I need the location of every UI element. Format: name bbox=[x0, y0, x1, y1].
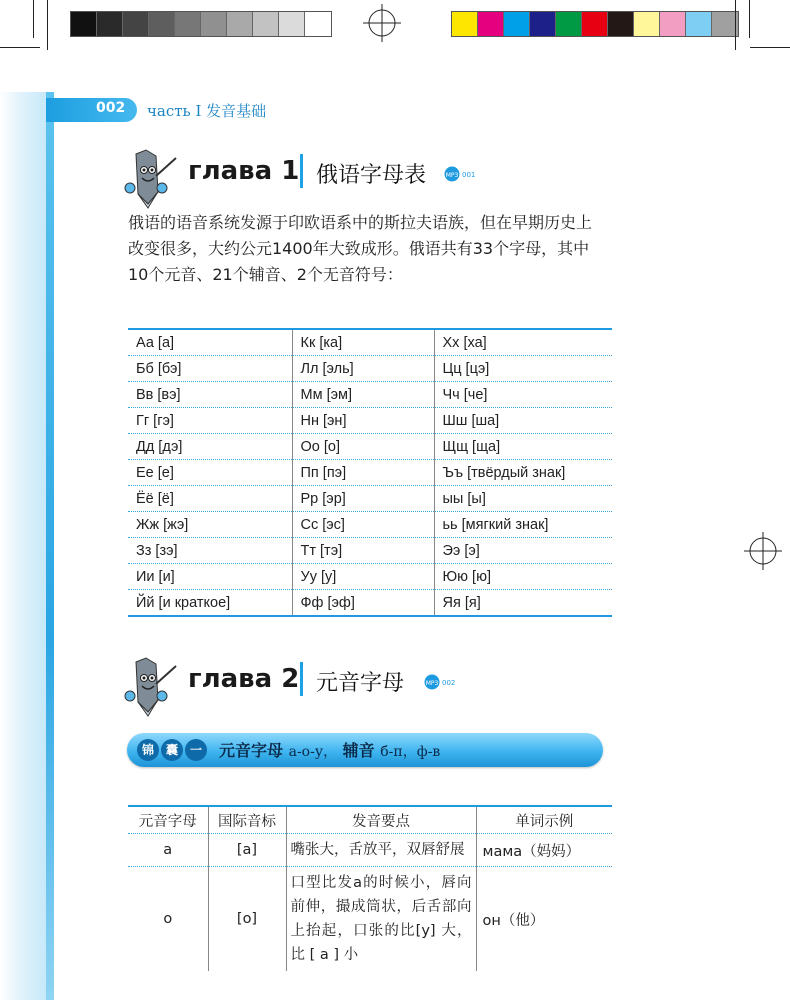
color-swatch bbox=[582, 12, 608, 36]
table-row bbox=[128, 434, 612, 460]
color-swatch bbox=[504, 12, 530, 36]
pencil-mascot-icon bbox=[118, 656, 180, 718]
chapter-2-heading bbox=[118, 656, 498, 716]
color-swatch bbox=[253, 12, 279, 36]
table-row bbox=[128, 356, 612, 382]
chapter-divider bbox=[300, 662, 303, 696]
pronunciation-tip: 口型比发а的时候小，唇向前伸，撮成筒状，后舌部向上抬起，口张的比[у] 大，比 [ а ] 小 bbox=[286, 867, 476, 972]
crop-mark bbox=[750, 47, 790, 48]
alphabet-cell: Кк [ка] bbox=[292, 329, 434, 356]
alphabet-cell: Оо [о] bbox=[292, 434, 434, 460]
alphabet-cell: Уу [у] bbox=[292, 564, 434, 590]
vowel-table bbox=[128, 805, 612, 971]
color-swatch bbox=[530, 12, 556, 36]
running-title: часть I 发音基础 bbox=[147, 102, 267, 120]
color-swatch bbox=[97, 12, 123, 36]
color-swatch bbox=[149, 12, 175, 36]
color-swatch bbox=[227, 12, 253, 36]
audio-cd-icon[interactable] bbox=[424, 674, 464, 694]
crop-mark bbox=[33, 0, 34, 38]
table-row bbox=[128, 590, 612, 617]
table-row bbox=[128, 834, 612, 867]
alphabet-cell: Дд [дэ] bbox=[128, 434, 292, 460]
tip-badge: 锦 bbox=[137, 739, 159, 761]
alphabet-cell: Мм [эм] bbox=[292, 382, 434, 408]
vowel-letter: о bbox=[128, 867, 208, 972]
table-row bbox=[128, 329, 612, 356]
alphabet-cell: Гг [гэ] bbox=[128, 408, 292, 434]
tip-text: б-п，ф-в bbox=[380, 744, 441, 760]
word-example: мама（妈妈） bbox=[476, 834, 612, 867]
alphabet-cell: Юю [ю] bbox=[434, 564, 612, 590]
tip-text: 辅音 bbox=[342, 741, 375, 760]
tip-banner bbox=[127, 733, 603, 767]
chapter-title: 俄语字母表 bbox=[316, 163, 427, 188]
ipa-symbol: [o] bbox=[208, 867, 286, 972]
alphabet-cell: Ии [и] bbox=[128, 564, 292, 590]
alphabet-cell: Нн [эн] bbox=[292, 408, 434, 434]
chapter-1-heading bbox=[118, 148, 498, 208]
color-swatch bbox=[71, 12, 97, 36]
tip-banner-text bbox=[219, 738, 440, 761]
color-swatch bbox=[305, 12, 331, 36]
crop-mark bbox=[0, 47, 40, 48]
alphabet-cell: Ээ [э] bbox=[434, 538, 612, 564]
tip-text: 元音字母 bbox=[219, 741, 284, 760]
alphabet-cell: Чч [че] bbox=[434, 382, 612, 408]
alphabet-cell: Хх [ха] bbox=[434, 329, 612, 356]
table-row bbox=[128, 564, 612, 590]
intro-paragraph bbox=[128, 210, 616, 288]
table-row bbox=[128, 382, 612, 408]
pencil-mascot-icon bbox=[118, 148, 180, 210]
intro-line: 10个元音、21个辅音、2个无音符号： bbox=[128, 265, 403, 284]
color-swatch bbox=[452, 12, 478, 36]
color-swatch bbox=[660, 12, 686, 36]
chapter-label: глава 1 bbox=[188, 156, 300, 186]
alphabet-cell: Тт [тэ] bbox=[292, 538, 434, 564]
table-row bbox=[128, 538, 612, 564]
intro-line: 俄语的语音系统发源于印欧语系中的斯拉夫语族，但在早期历史上 bbox=[128, 213, 593, 232]
alphabet-cell: Шш [ша] bbox=[434, 408, 612, 434]
registration-mark bbox=[744, 532, 782, 570]
alphabet-cell: ыы [ы] bbox=[434, 486, 612, 512]
column-header: 单词示例 bbox=[476, 806, 612, 834]
column-header: 发音要点 bbox=[286, 806, 476, 834]
page-number: 002 bbox=[96, 100, 126, 116]
alphabet-cell: Вв [вэ] bbox=[128, 382, 292, 408]
crop-mark bbox=[735, 0, 736, 50]
page-edge-strip bbox=[46, 92, 54, 1000]
alphabet-cell: Ее [е] bbox=[128, 460, 292, 486]
color-swatch bbox=[123, 12, 149, 36]
chapter-label: глава 2 bbox=[188, 664, 300, 694]
table-row bbox=[128, 867, 612, 972]
alphabet-cell: Яя [я] bbox=[434, 590, 612, 617]
svg-text:MP3: MP3 bbox=[425, 680, 439, 687]
alphabet-cell: Щщ [ща] bbox=[434, 434, 612, 460]
alphabet-cell: Лл [эль] bbox=[292, 356, 434, 382]
alphabet-cell: Ъъ [твёрдый знак] bbox=[434, 460, 612, 486]
alphabet-cell: Аа [а] bbox=[128, 329, 292, 356]
column-header: 元音字母 bbox=[128, 806, 208, 834]
pronunciation-tip: 嘴张大，舌放平，双唇舒展 bbox=[286, 834, 476, 867]
tip-badge: 囊 bbox=[161, 739, 183, 761]
tip-text: а-о-у， bbox=[288, 744, 338, 760]
alphabet-cell: Рр [эр] bbox=[292, 486, 434, 512]
column-header: 国际音标 bbox=[208, 806, 286, 834]
registration-mark bbox=[363, 4, 401, 42]
svg-text:MP3: MP3 bbox=[445, 172, 459, 179]
color-swatch bbox=[608, 12, 634, 36]
intro-line: 改变很多，大约公元1400年大致成形。俄语共有33个字母，其中 bbox=[128, 239, 590, 258]
alphabet-cell: Пп [пэ] bbox=[292, 460, 434, 486]
table-row bbox=[128, 486, 612, 512]
alphabet-cell: ьь [мягкий знак] bbox=[434, 512, 612, 538]
ipa-symbol: [a] bbox=[208, 834, 286, 867]
color-swatch bbox=[478, 12, 504, 36]
color-swatch bbox=[634, 12, 660, 36]
audio-cd-icon[interactable] bbox=[444, 166, 484, 186]
color-swatch bbox=[556, 12, 582, 36]
table-row bbox=[128, 460, 612, 486]
audio-tag-number: 002 bbox=[442, 679, 456, 687]
word-example: он（他） bbox=[476, 867, 612, 972]
color-swatch bbox=[279, 12, 305, 36]
tip-badge: 一 bbox=[185, 739, 207, 761]
alphabet-cell: Жж [жэ] bbox=[128, 512, 292, 538]
chapter-divider bbox=[300, 154, 303, 188]
alphabet-cell: Бб [бэ] bbox=[128, 356, 292, 382]
color-swatch bbox=[175, 12, 201, 36]
vowel-letter: а bbox=[128, 834, 208, 867]
crop-mark bbox=[47, 0, 48, 50]
color-swatch bbox=[201, 12, 227, 36]
alphabet-table bbox=[128, 328, 612, 617]
alphabet-cell: Йй [и краткое] bbox=[128, 590, 292, 617]
crop-mark bbox=[749, 0, 750, 38]
table-row bbox=[128, 512, 612, 538]
audio-tag-number: 001 bbox=[462, 171, 476, 179]
table-row bbox=[128, 408, 612, 434]
gray-color-bar bbox=[70, 11, 332, 37]
process-color-bar bbox=[451, 11, 739, 37]
color-swatch bbox=[686, 12, 712, 36]
alphabet-cell: Фф [эф] bbox=[292, 590, 434, 617]
alphabet-cell: Ёё [ё] bbox=[128, 486, 292, 512]
alphabet-cell: Цц [цэ] bbox=[434, 356, 612, 382]
chapter-title: 元音字母 bbox=[316, 671, 405, 696]
alphabet-cell: Сс [эс] bbox=[292, 512, 434, 538]
page-edge-gradient bbox=[0, 92, 52, 1000]
alphabet-cell: Зз [зэ] bbox=[128, 538, 292, 564]
